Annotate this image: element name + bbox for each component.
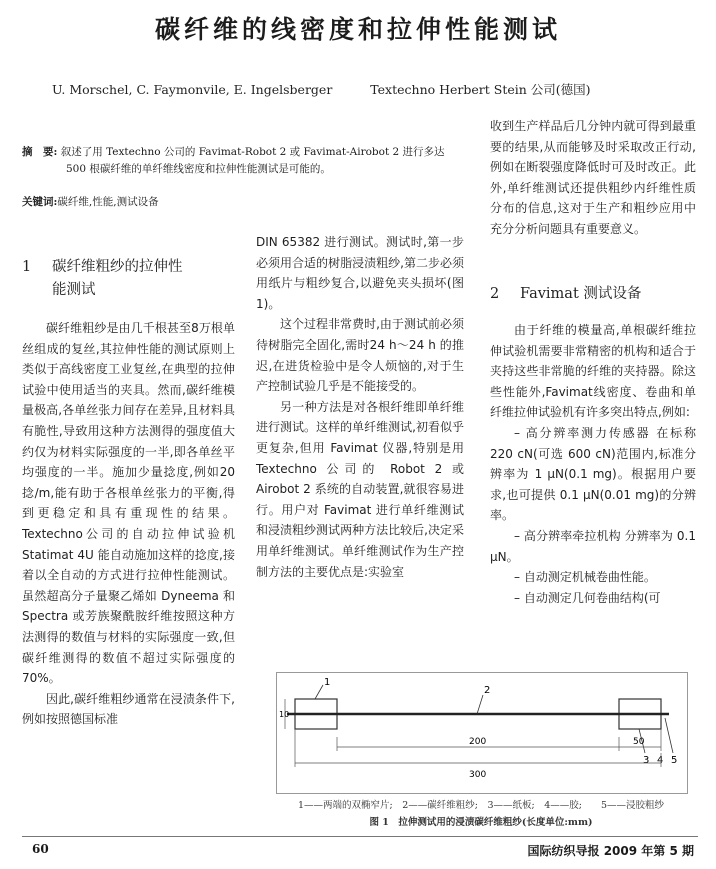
label-1: 1 <box>324 677 331 688</box>
abstract <box>22 144 472 178</box>
section-1-number: 1 <box>22 259 32 275</box>
abstract-label: 摘 要: <box>22 146 58 158</box>
label-2: 2 <box>484 685 491 696</box>
abstract-line-2: 500 根碳纤维的单纤维线密度和拉伸性能测试是可能的。 <box>66 163 331 175</box>
article-title: 碳纤维的线密度和拉伸性能测试 <box>154 15 561 44</box>
label-5: 5 <box>671 755 678 766</box>
column-3-top <box>490 116 696 240</box>
figure-legend: 1——两端的双椭窄片; 2——碳纤维粗纱; 3——纸板; 4——胶; 5——浸胶粗纱 <box>297 800 665 811</box>
page-number: 60 <box>32 842 49 856</box>
dim-50: 50 <box>633 737 645 747</box>
section-2-title: Favimat 测试设备 <box>520 286 642 302</box>
figure-1-diagram <box>276 672 688 794</box>
dim-side: 10 <box>279 710 290 719</box>
col2-paragraph-3: 另一种方法是对各根纤维即单纤维进行测试。这样的单纤维测试,初看似乎更复杂,但用 Favimat 仪器,特别是用 Textechno 公司的 Robot 2 或 Airobot 2 系统的自动装置,就很容易进行。用户对 Favimat 进行单纤维测试和浸渍粗纱测试两种方法比较后,决定采用单纤维测试。单纤维测试作为生产控制方法的主要优点是:实验室 <box>256 399 464 579</box>
column-1 <box>22 318 235 730</box>
dim-300: 300 <box>469 770 487 780</box>
col1-paragraph-2: 因此,碳纤维粗纱通常在浸渍条件下,例如按照德国标准 <box>22 691 235 727</box>
col3b-paragraph-2: – 高分辨率测力传感器 在标称 220 cN(可选 600 cN)范围内,标准分辨率为 1 μN(0.1 mg)。根据用户要求,也可提供 0.1 μN(0.01 mg)的分辨率。 <box>490 425 696 523</box>
section-1-title-line-2: 能测试 <box>52 282 96 298</box>
col1-paragraph-1: 碳纤维粗纱是由几千根甚至8万根单丝组成的复丝,其拉伸性能的测试原则上类似于高线密度工业复丝,在典型的拉伸试验中使用适当的夹具。然而,碳纤维模量极高,各单丝张力间存在差异,且材料具有脆性,导致用这种方法测得的强度值大约仅为材料实际强度的一半,即各单丝平均强度的一半。施加少量捻度,例如20 捻/m,能有助于各根单丝张力的平衡,得到更稳定和具有重现性的结果。Textechno公司的自动拉伸试验机 Statimat 4U 能自动施加这样的捻度,接着以全自动的方式进行拉伸性能测试。虽然超高分子量聚乙烯如 Dyneema 和 Spectra 或芳族聚酰胺纤维按照这种方法测得的数值与材料的实际强度一致,但碳纤维测得的数值不超过实际强度的70%。 <box>22 321 235 686</box>
keywords-text: 碳纤维,性能,测试设备 <box>57 196 159 208</box>
col3b-paragraph-4: – 自动测定机械卷曲性能。 <box>514 570 656 585</box>
figure-caption: 图 1 拉伸测试用的浸渍碳纤维粗纱(长度单位:mm) <box>369 817 593 828</box>
col3b-paragraph-1: 由于纤维的模量高,单根碳纤维拉伸试验机需要非常精密的机构和适合于夹持这些非常脆的纤维的夹持器。除这些性能外,Favimat线密度、卷曲和单纤维拉伸试验机有许多突出特点,例如: <box>490 323 696 420</box>
abstract-line-1: 叙述了用 Textechno 公司的 Favimat-Robot 2 或 Favimat-Airobot 2 进行多达 <box>60 146 445 158</box>
label-4: 4 <box>657 755 664 766</box>
label-3: 3 <box>643 755 650 766</box>
footer-divider <box>22 836 698 837</box>
keywords <box>22 194 159 209</box>
specimen-drawing <box>277 673 687 793</box>
authors-line <box>52 80 591 98</box>
col2-paragraph-1: DIN 65382 进行测试。测试时,第一步必须用合适的树脂浸渍粗纱,第二步必须用纸片与粗纱复合,以避免夹头损坏(图1)。 <box>256 235 464 311</box>
col3-paragraph-1: 收到生产样品后几分钟内就可得到最重要的结果,从而能够及时采取改正行动,例如在断裂强度降低时可及时改正。此外,单纤维测试还提供粗纱内纤维性质分布的信息,这对于生产和粗纱应用中充分分析问题具有重要意义。 <box>490 119 696 236</box>
section-2-number: 2 <box>490 286 500 302</box>
column-3-bottom <box>490 320 696 608</box>
section-2-heading <box>490 283 641 306</box>
author-names: U. Morschel, C. Faymonvile, E. Ingelsberger <box>52 82 333 97</box>
column-2 <box>256 232 464 582</box>
dim-200: 200 <box>469 737 487 747</box>
col2-paragraph-2: 这个过程非常费时,由于测试前必须待树脂完全固化,需时24 h～24 h 的推迟,在进货检验中是令人烦恼的,对于生产控制试验几乎是不能接受的。 <box>256 317 464 394</box>
col3b-paragraph-3: – 高分辨率牵拉机构 分辨率为 0.1 μN。 <box>490 528 696 564</box>
author-affiliation: Textechno Herbert Stein 公司(德国) <box>370 82 591 97</box>
section-1-title-line-1: 碳纤维粗纱的拉伸性 <box>52 259 183 275</box>
col3b-paragraph-5: – 自动测定几何卷曲结构(可 <box>514 590 661 605</box>
keywords-label: 关键词: <box>22 196 58 208</box>
journal-footer: 国际纺织导报 2009 年第 5 期 <box>527 844 694 858</box>
section-1-heading <box>22 256 242 302</box>
